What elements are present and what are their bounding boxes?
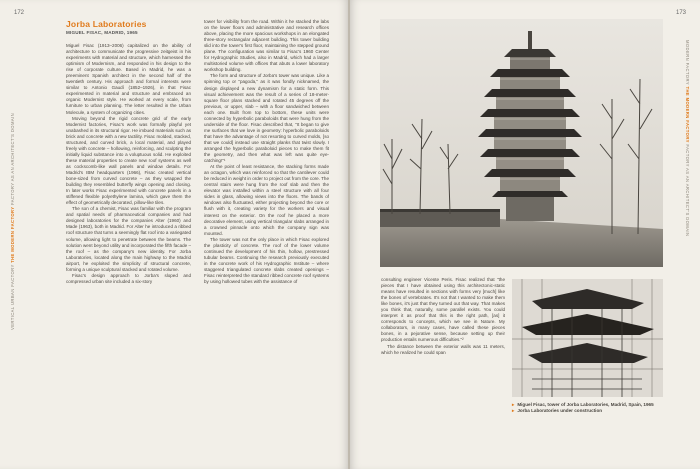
paragraph: The tower was not the only place in which Fisac explored the plasticity of concrete. The roof of the lower volume continued the development of his thin, hollow, prestressed tubular beams. Continuing the research previously executed in the concrete work of his Hydrographic Institute – where staggered triangulated concrete slabs created openings – Fisac reinterpreted the standard ribbed concrete roof systems by using hollowed tubes with the assistance of xyxy=(204,236,329,285)
paragraph: consulting engineer Vicente Peris. Fisac realized that "the pieces that I have obtained using this architectonic-static means have resulted in sections with forms very [much] like the bones of vertebrates. It's not that I wanted to make them like bones, it's just that they turned out that way. That makes you think that, naturally, some parallel exists. You could interpret it as proof that this is the right path, [as] it corresponds to concepts, which we see in Nature. My collaborators, in many cases, have called these pieces bones, in a pejorative sense, because setting up their production entails numerous difficulties."² xyxy=(381,277,505,343)
article-title: Jorba Laboratories xyxy=(66,19,147,29)
caption-item xyxy=(512,408,663,414)
text-column-2 xyxy=(204,19,329,459)
paragraph: The son of a chemist, Fisac was familiar with the program and spatial needs of pharmaceutical companies and had designed laboratories for the companies Alter (1960) and Made (1963), both in Madrid. For Alter he introduced a ribbed roof structure that turns a seemingly flat roof into a variegated volume, allowing light to penetrate between the beams. The solution went beyond utility and incorporated the fifth facade – the roof – as the company's new identity. For Jorba Laboratories, located along the main highway to the Madrid airport, he exploited the simplicity of structural concrete, forming a unique sculptural stacked and rotated volume. xyxy=(66,206,191,272)
construction-photo xyxy=(512,279,663,397)
paragraph: The distance between the exterior walls was 11 meters, which he realized he could span xyxy=(381,343,505,355)
paragraph: Moving beyond the rigid concrete grid of the early Modernist factories, Fisac's work was formally playful yet unabashed in its structural rigor. He imbued materials such as brick and concrete with a new tactility. Fisac molded, stacked, structured, and curved brick, a local material, and played freely with concrete – hollowing, reinforcing, and sculpting the initially liquid substance into a voluptuous solid. He exploited these material properties to create new roof systems as well as cockscomb-like wall panels and window details. For Madrid's IBM headquarters (1966), Fisac created vertical bone-sized from curved concrete – as they wrapped the building they resembled butterfly wings opening and closing. In later works Fisac experimented with concrete panels in a stiffened flexible polyethylene lamina, which gave them the effect of geometrically decorated, pillow-like tiles. xyxy=(66,115,191,206)
left-page xyxy=(0,0,348,469)
text-column-1 xyxy=(66,43,191,458)
article-subtitle: MIGUEL FISAC, MADRID, 1965 xyxy=(66,30,138,35)
side-label-accent: THE MODERN FACTORY xyxy=(685,86,690,143)
text-column-3 xyxy=(381,277,505,462)
side-label-suffix: FACTORY AS AN ARCHITECT'S DOMAIN xyxy=(685,142,690,237)
running-side-label xyxy=(10,113,15,330)
side-label-prefix: VERTICAL URBAN FACTORY xyxy=(10,262,15,330)
page-number: 172 xyxy=(14,10,25,16)
caption-marker-icon: ▸ xyxy=(512,402,515,407)
side-label-prefix: MODERN FACTORY xyxy=(685,40,690,87)
photo-captions xyxy=(512,402,663,414)
page-number: 173 xyxy=(675,10,686,16)
caption-text: Jorba Laboratories under construction xyxy=(517,408,603,413)
tower-photo xyxy=(380,19,663,267)
paragraph: At the point of least resistance, the stacking forms made an octagon, which was reinforced so that the cantilever could be reduced in weight in order to project out from the core. The central stairs were hung from the roof slab and then the elevator was installed within a steel structure with all four sides in glass, allowing views into the floors. The bands of windows also fluctuated, either projecting beyond the core or flush with it, creating variety for the workers and visual interest on the exterior. On the roof he placed a more decorative element, using vertical triangular slabs arranged in a crowned pinnacle onto which the company sign was mounted. xyxy=(204,164,329,236)
paragraph: Miguel Fisac (1913–2006) capitalized on the ability of architecture to communicate the progressive zeitgeist in his experiments with material and structure, which harnessed the optimism of Modernism, and responded in his design to the rise of corporate culture. Based in Madrid, he was a preeminent Spanish architect in the second half of the twentieth century. His approach and formal interests were similar to Antonio Gaudí (1852–1926), in that Fisac experimented in material and structure and embraced an organic Modernist style. He worked at every scale, from furniture to urban planning. The letter resulted in the Urban Molecule, a system of organizing cities. xyxy=(66,43,191,115)
paragraph: The form and structure of Jorba's tower was unique. Like a spinning top or "pagoda," as it was fondly nicknamed, the design displayed a new dynamism for a static form. This visual achievement was the result of a series of 18-meter-square floor plans stacked and rotated 45 degrees off the previous, or upper, slab – with a floor sandwiched between each one. Built from top to bottom, these units were connected by hyperbolic paraboloids that were hung from the underside of the floor. Fisac described that, "It began to give me surfaces that we love in geometry: hyperbolic paraboloids that have the advantage of not resorting to curved molds, [so that we could] instead use straight planks that twist slowly. I arranged the hyperbolic paraboloid pieces to make them fit the geometry, and then what was left was quite eye-catching!"¹ xyxy=(204,73,329,164)
side-label-suffix: FACTORY AS AN ARCHITECT'S DOMAIN xyxy=(10,112,15,207)
paragraph: Fisac's design approach to Jorba's sloped and compressed urban site included a six-story xyxy=(66,272,191,284)
paragraph: tower for visibility from the road. Within it he stacked the labs on the lower floors and administrative and research offices above, placing the more spacious workshops in an elongated three-story rectangular adjacent building. This tower building slid into the tower's first floor, maintaining the stepped ground plane. The configuration was similar to Fisac's 1960 Center for Hydrographic Studies, also in Madrid, which had a larger multistoried volume with offices that abuts a lower laboratory workshop building. xyxy=(204,19,329,73)
running-side-label-right xyxy=(685,40,690,237)
side-label-accent: THE MODERN FACTORY xyxy=(10,206,15,263)
caption-text: Miguel Fisac, tower of Jorba Laboratories, Madrid, Spain, 1965 xyxy=(517,402,654,407)
caption-marker-icon: ▸ xyxy=(512,408,515,413)
